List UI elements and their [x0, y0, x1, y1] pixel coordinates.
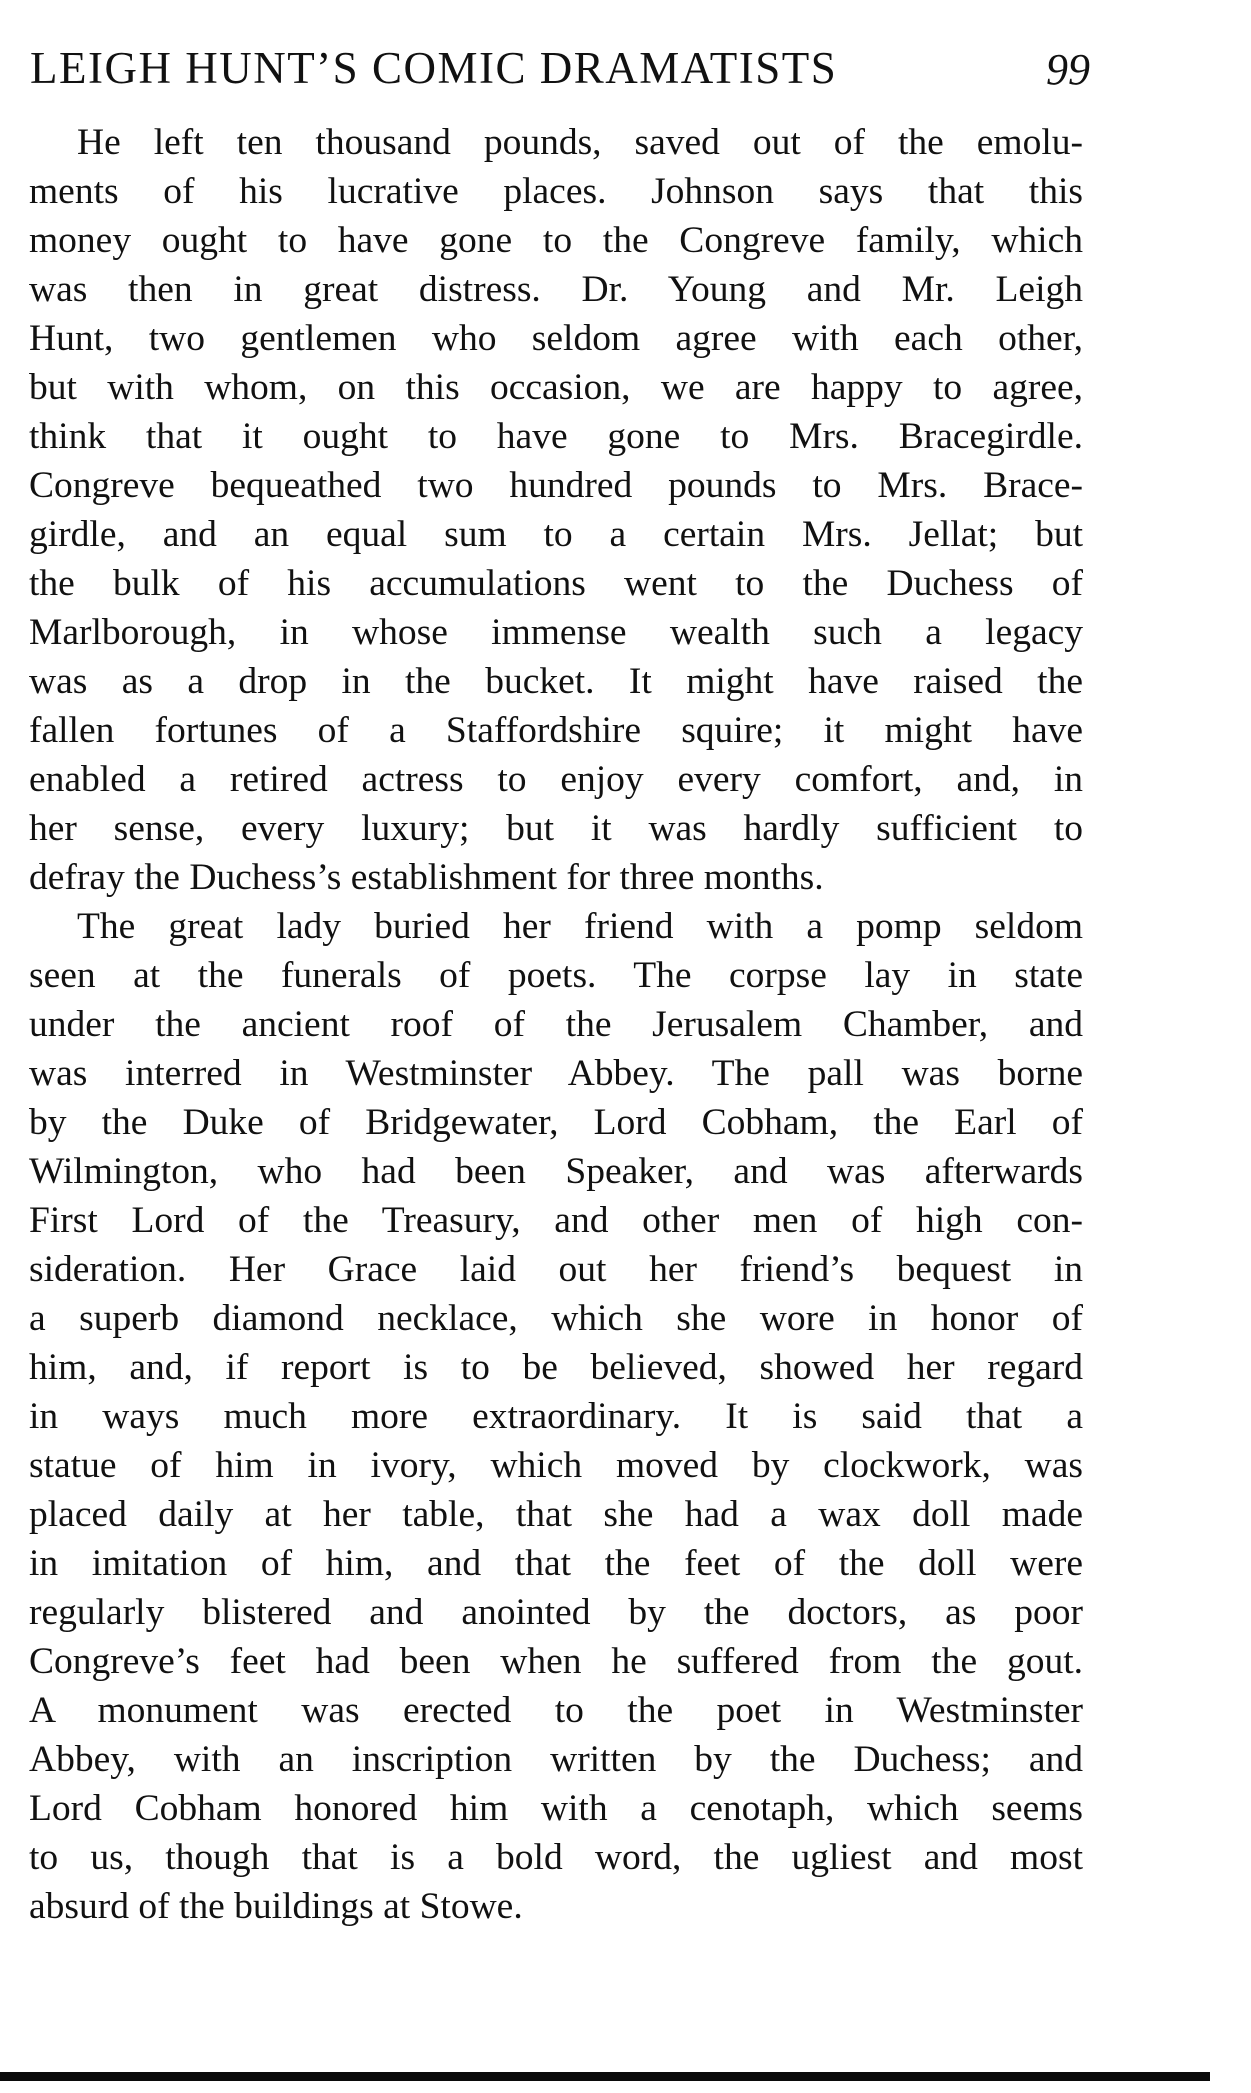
- text-line: a superb diamond necklace, which she wore in honor of: [29, 1298, 1083, 1339]
- page-number: 99: [1046, 45, 1090, 94]
- text-line: Hunt, two gentlemen who seldom agree with each other,: [29, 318, 1083, 359]
- text-line: fallen fortunes of a Staffordshire squire; it might have: [29, 710, 1083, 751]
- text-line: seen at the funerals of poets. The corpse lay in state: [29, 955, 1083, 996]
- text-line: Congreve bequeathed two hundred pounds to Mrs. Brace-: [29, 465, 1083, 506]
- text-line: Wilmington, who had been Speaker, and was afterwards: [29, 1151, 1083, 1192]
- text-line: enabled a retired actress to enjoy every comfort, and, in: [29, 759, 1083, 800]
- text-line: was interred in Westminster Abbey. The pall was borne: [29, 1053, 1083, 1094]
- text-line: A monument was erected to the poet in Westminster: [29, 1690, 1083, 1731]
- text-line: defray the Duchess’s establishment for three months.: [29, 857, 824, 898]
- text-line: him, and, if report is to be believed, showed her regard: [29, 1347, 1083, 1388]
- text-line: placed daily at her table, that she had a wax doll made: [29, 1494, 1083, 1535]
- paragraph-1: [29, 118, 1083, 902]
- paragraph-2: [29, 902, 1083, 1931]
- text-line: but with whom, on this occasion, we are happy to agree,: [29, 367, 1083, 408]
- text-line: First Lord of the Treasury, and other men of high con-: [29, 1200, 1083, 1241]
- text-line: by the Duke of Bridgewater, Lord Cobham, the Earl of: [29, 1102, 1083, 1143]
- text-line: was then in great distress. Dr. Young and Mr. Leigh: [29, 269, 1083, 310]
- text-line: in ways much more extraordinary. It is said that a: [29, 1396, 1083, 1437]
- text-line: in imitation of him, and that the feet of the doll were: [29, 1543, 1083, 1584]
- text-line: sideration. Her Grace laid out her friend’s bequest in: [29, 1249, 1083, 1290]
- text-line: ments of his lucrative places. Johnson says that this: [29, 171, 1083, 212]
- text-line: Lord Cobham honored him with a cenotaph, which seems: [29, 1788, 1083, 1829]
- text-line: regularly blistered and anointed by the doctors, as poor: [29, 1592, 1083, 1633]
- text-line: money ought to have gone to the Congreve family, which: [29, 220, 1083, 261]
- body-text: [29, 118, 1083, 1931]
- text-line: under the ancient roof of the Jerusalem Chamber, and: [29, 1004, 1083, 1045]
- text-line: Congreve’s feet had been when he suffered from the gout.: [29, 1641, 1083, 1682]
- text-line: absurd of the buildings at Stowe.: [29, 1886, 523, 1927]
- text-line: The great lady buried her friend with a pomp seldom: [77, 906, 1083, 947]
- text-line: girdle, and an equal sum to a certain Mrs. Jellat; but: [29, 514, 1083, 555]
- text-line: statue of him in ivory, which moved by clockwork, was: [29, 1445, 1083, 1486]
- running-title: LEIGH HUNT’S COMIC DRAMATISTS: [30, 43, 838, 93]
- text-line: think that it ought to have gone to Mrs. Bracegirdle.: [29, 416, 1083, 457]
- text-line: Abbey, with an inscription written by the Duchess; and: [29, 1739, 1083, 1780]
- text-line: was as a drop in the bucket. It might have raised the: [29, 661, 1083, 702]
- text-line: her sense, every luxury; but it was hardly sufficient to: [29, 808, 1083, 849]
- text-line: the bulk of his accumulations went to the Duchess of: [29, 563, 1083, 604]
- text-line: He left ten thousand pounds, saved out of the emolu-: [77, 122, 1083, 163]
- text-line: Marlborough, in whose immense wealth such a legacy: [29, 612, 1083, 653]
- text-line: to us, though that is a bold word, the ugliest and most: [29, 1837, 1083, 1878]
- running-head: [30, 38, 1090, 98]
- bottom-rule: [0, 2072, 1210, 2081]
